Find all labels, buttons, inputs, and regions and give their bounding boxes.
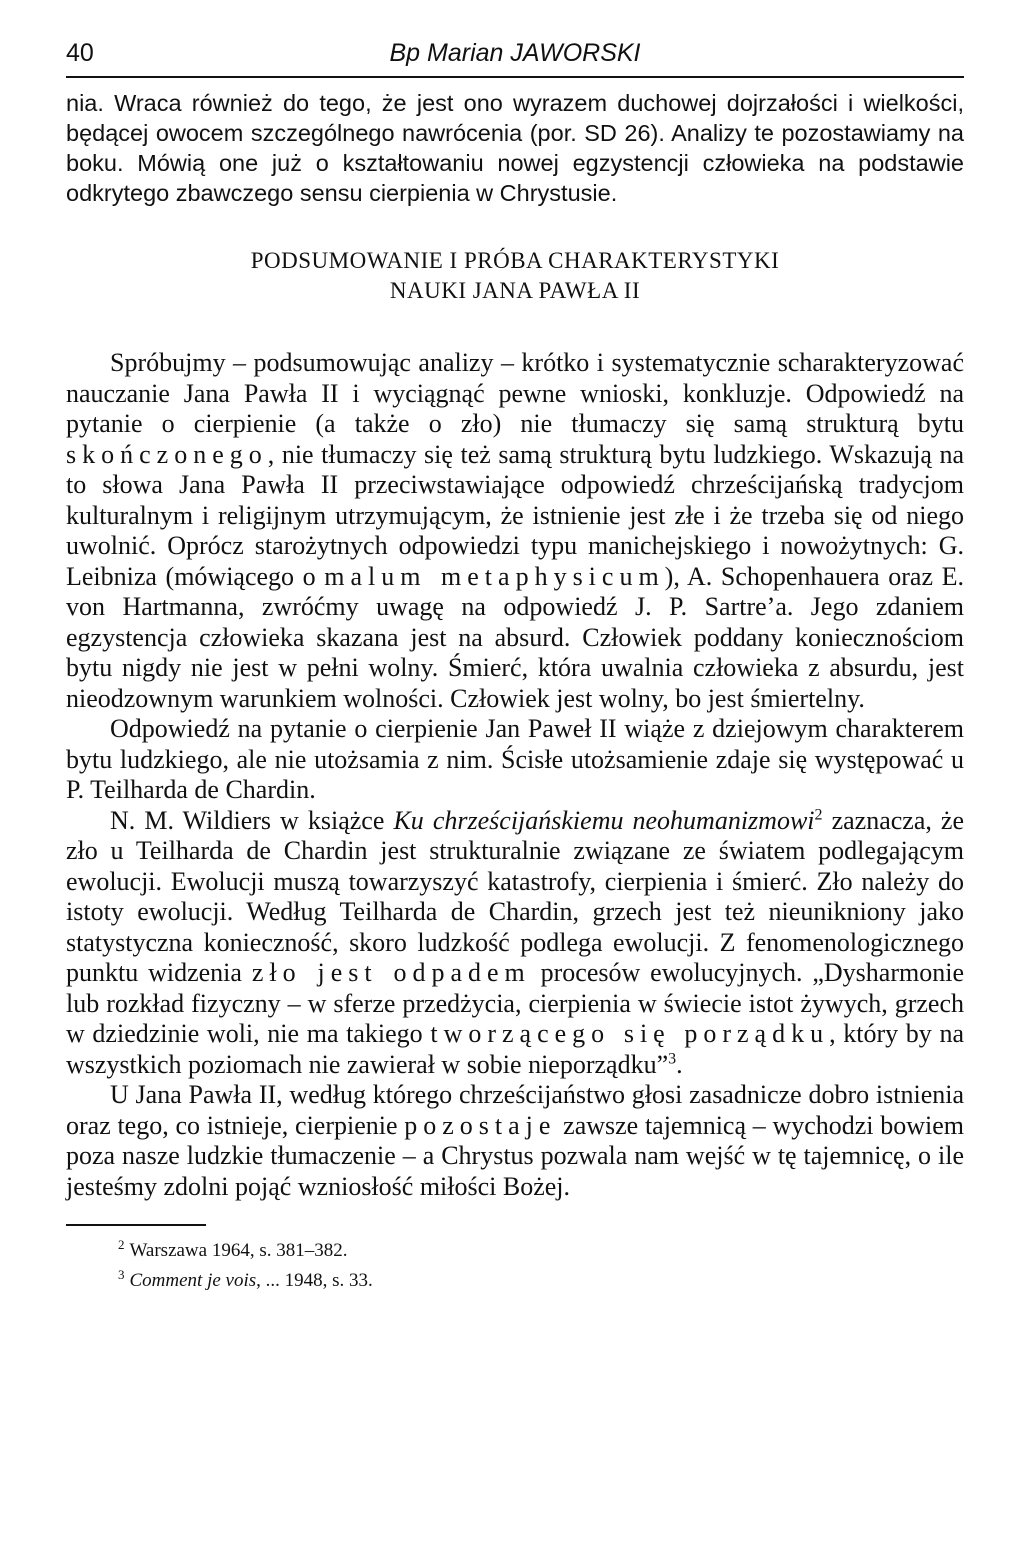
header-rule — [66, 76, 964, 78]
emphasis-tworzacego-sie-porzadku: tworzącego się porządku — [430, 1019, 830, 1048]
section-heading — [66, 246, 964, 306]
paragraph-wildiers-text-2: zaznacza, że zło u Teilharda de Chardin jest strukturalnie związane ze światem podlegającym ewolucji. Ewolucji muszą towarzyszyć katastrofy, cierpienia i śmierć. Zło należy do istoty ewolucji. Według Teilharda de Chardin, grzech jest też nieunikniony jako statystyczna konieczność, skoro ludzkość podlega ewolucji. Z fenomenologicznego punktu widzenia — [66, 805, 964, 987]
emphasis-malum-metaphysicum: malum metaphysicum — [324, 561, 665, 591]
intro-paragraph: nia. Wraca również do tego, że jest ono wyrazem duchowej dojrzałości i wielkości, będącej owocem szczególnego nawrócenia (por. SD 26). Analizy te pozostawiamy na boku. Mówią one już o kształtowaniu nowej egzystencji człowieka na podstawie odkrytego zbawczego sensu cierpienia w Chrystusie. — [66, 90, 964, 206]
book-title: Ku chrześcijańskiemu neohumanizmowi — [393, 805, 815, 835]
footnote-rule — [66, 1224, 206, 1226]
paragraph-mystery-text-1: U Jana Pawła II, według którego chrześcijaństwo głosi zasadnicze dobro istnienia oraz tego, co istnieje, cierpienie — [66, 1080, 964, 1140]
page-number: 40 — [66, 39, 94, 67]
emphasis-pozostaje: pozostaje — [404, 1110, 557, 1140]
emphasis-skonczonego: skończonego — [66, 439, 268, 469]
paragraph-mystery — [66, 1080, 964, 1202]
paragraph-wildiers-text-4: , który by na wszystkich poziomach nie zawierał w sobie nieporządku” — [66, 1019, 965, 1079]
paragraph-summary-text-3: ), A. Schopenhauera oraz E. von Hartmanna, zwróćmy uwagę na odpowiedź J. P. Sartre’a. Jego zdaniem egzystencja człowieka skazana jest na absurd. Człowiek poddany koniecznościom bytu nigdy nie jest w pełni wolny. Śmierć, która uwalnia człowieka z absurdu, jest nieodzownym warunkiem wolności. Człowiek jest wolny, bo jest śmiertelny. — [66, 561, 964, 713]
footnote-2 — [118, 1236, 964, 1266]
footnote-mark-3: 3 — [118, 1266, 125, 1282]
paragraph-wildiers-text-1: N. M. Wildiers w książce — [110, 805, 394, 835]
paragraph-mystery-text-2: zawsze tajemnicą – wychodzi bowiem poza nasze ludzkie tłumaczenie – a Chrystus pozwala nam wejść w tę tajemnicę, o ile jesteśmy zdolni pojąć wzniosłość miłości Bożej. — [66, 1110, 965, 1201]
paragraph-summary — [66, 348, 964, 714]
footnotes — [66, 1236, 964, 1296]
page-header — [66, 38, 964, 76]
footnote-text-3: , ... 1948, s. 33. — [256, 1270, 373, 1291]
footnote-reference-3[interactable]: 3 — [668, 1049, 677, 1067]
paragraph-wildiers — [66, 806, 964, 1081]
book-page — [66, 38, 964, 1296]
section-heading-line-1: PODSUMOWANIE I PRÓBA CHARAKTERYSTYKI — [250, 248, 780, 273]
running-head: Bp Marian JAWORSKI — [389, 39, 641, 67]
paragraph-summary-text-2: , nie tłumaczy się też samą strukturą bytu ludzkiego. Wskazują na to słowa Jana Pawła II przeciwstawiające odpowiedź chrześcijańską tradycjom kulturalnym i religijnym utrzymującym, że istnienie jest złe i że trzeba się od niego uwolnić. Oprócz starożytnych odpowiedzi typu manichejskiego i nowożytnych: G. Leibniza (mówiącego o — [66, 439, 964, 591]
footnote-reference-2[interactable]: 2 — [814, 805, 823, 823]
footnote-3 — [118, 1266, 964, 1296]
paragraph-historical-character: Odpowiedź na pytanie o cierpienie Jan Paweł II wiąże z dziejowym charakterem bytu ludzkiego, ale nie utożsamia z nim. Ścisłe utożsamienie zdaje się występować u P. Teilharda de Chardin. — [66, 714, 964, 804]
footnote-title-3: Comment je vois — [129, 1270, 257, 1291]
paragraph-summary-text-1: Spróbujmy – podsumowując analizy – krótko i systematycznie scharakteryzować nauczanie Jana Pawła II i wyciągnąć pewne wnioski, konkluzje. Odpowiedź na pytanie o cierpienie (a także o zło) nie tłumaczy się samą strukturą bytu — [66, 348, 964, 438]
footnote-text-2: Warszawa 1964, s. 381–382. — [129, 1240, 348, 1261]
paragraph-wildiers-text-5: . — [676, 1049, 683, 1079]
paragraph-wildiers-text-3: procesów ewolucyjnych. „Dysharmonie lub rozkład fizyczny – w sferze przedżycia, cierpienia w świecie istot żywych, grzech w dziedzinie woli, nie ma takiego — [66, 958, 964, 1048]
footnote-mark-2: 2 — [118, 1236, 125, 1252]
emphasis-zlo-jest-odpadem: zło jest odpadem — [251, 958, 531, 987]
section-heading-line-2: NAUKI JANA PAWŁA II — [389, 278, 641, 303]
